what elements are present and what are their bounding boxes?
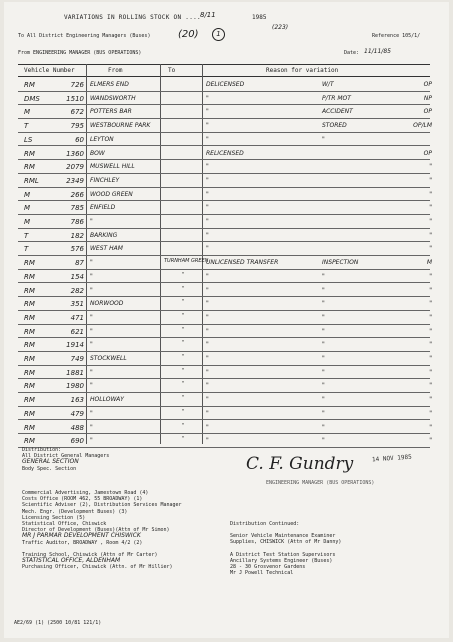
reason-detail: " [322,300,325,308]
vehicle-type: RM [24,259,35,268]
reason: RELICENSED [206,149,244,157]
status-code: OP [423,149,432,157]
reason: " [206,409,209,417]
to-line: To All District Engineering Managers (Buses) [18,33,151,39]
distribution-continued-item: A District Test Station Supervisors [230,551,336,558]
from-garage: WOOD GREEN [90,190,133,198]
distribution-item: Commercial Advertising, Jamestown Road (4) [22,490,149,496]
distribution-item: STATISTICAL OFFICE, ALDENHAM [22,557,121,565]
distribution-heading: Distribution: [22,447,62,453]
from-garage: LEYTON [90,135,114,143]
to-garage: " [181,354,185,360]
vehicle-number: 471 [70,313,84,322]
from-garage: WESTBOURNE PARK [90,122,151,130]
vehicle-type: RM [24,300,35,309]
reason-detail: " [322,437,325,445]
reason: " [206,300,209,308]
reason-detail: ACCIDENT [322,108,353,116]
status-code: " [429,218,432,225]
reason: " [206,231,209,239]
reason-detail: W/T [322,81,334,88]
reason-detail: " [322,286,325,294]
distribution-continued-item: Supplies, CHISWICK (Attn of Mr Danny) [230,539,342,546]
vehicle-type: T [24,231,29,240]
from-garage: FINCHLEY [90,176,120,184]
vehicle-number: 488 [70,423,84,432]
vehicle-type: M [24,204,31,213]
vehicle-number: 690 [70,437,84,446]
from-garage: " [90,327,93,335]
from-garage: " [90,286,93,294]
vehicle-number: 1510 [66,94,84,103]
distribution-line: All District General Managers [22,453,110,460]
handwritten-number: (223) [272,24,289,31]
reason: " [206,176,209,184]
distribution-continued-item: Mr J Powell Technical [230,570,294,577]
status-code: " [429,396,432,404]
reason-detail: INSPECTION [322,259,359,267]
vehicle-number: 726 [70,81,84,89]
handwritten-date: 8/11 [200,11,216,19]
from-garage: " [90,368,93,376]
to-garage: " [181,312,185,319]
distribution-block [22,447,109,472]
vehicle-number: 576 [70,245,84,254]
col-vehicle-number: Vehicle Number [24,67,75,74]
reason: " [206,382,209,390]
to-garage: " [181,422,185,429]
vehicle-type: RM [24,163,35,172]
status-code: OP/LM [413,122,432,130]
to-garage: " [181,326,185,333]
vehicle-type: M [24,108,31,117]
vehicle-type: RM [24,81,35,89]
reason-detail: P/TR MOT [322,94,351,102]
vehicle-type: T [24,122,29,131]
vehicle-number: 1360 [66,149,84,158]
vehicle-type: RM [24,396,35,405]
vehicle-number: 163 [70,396,84,405]
vehicle-number: 786 [70,218,84,226]
col-from: From [108,67,123,74]
vehicle-type: RM [24,313,35,322]
reason-detail: " [322,341,325,349]
signature-role: ENGINEERING MANAGER (BUS OPERATIONS) [266,480,375,486]
handwritten-count: (20) [178,29,199,40]
from-line: From ENGINEERING MANAGER (BUS OPERATIONS) [18,50,142,56]
from-garage: STOCKWELL [90,355,127,362]
status-code: " [429,341,432,349]
vehicle-type: RM [24,149,35,158]
distribution-item: Director of Development (Buses)(Attn of Mr Simon) [22,527,170,534]
status-code: " [429,355,432,362]
to-garage: " [181,271,185,278]
from-garage: ENFIELD [90,204,116,212]
from-garage: ELMERS END [90,81,129,88]
status-code: M [426,259,432,267]
status-code: " [429,286,432,294]
vehicle-number: 266 [70,190,84,199]
vehicle-type: RM [24,382,35,391]
status-code: " [429,313,432,321]
date-stamp: 14 NOV 1985 [371,453,412,464]
vehicle-number: 795 [70,122,84,131]
from-garage: " [90,259,93,267]
distribution-item: Licensing Section (5) [22,514,86,521]
vehicle-number: 749 [70,355,84,363]
document-title: VARIATIONS IN ROLLING STOCK ON .... [64,14,201,21]
reason-detail: " [322,135,325,143]
reason: " [206,218,209,225]
vehicle-number: 2349 [66,176,84,185]
reason: " [206,396,209,404]
vehicle-number: 87 [75,259,84,268]
status-code: " [429,245,432,253]
reason-detail: " [322,396,325,404]
reason: " [206,135,209,143]
vehicle-number: 60 [75,135,84,144]
to-garage: " [181,299,185,306]
distribution-item: Mech. Engr. (Development Buses) (3) [22,508,128,515]
vehicle-type: RM [24,355,35,363]
vehicle-number: 479 [70,409,84,418]
status-code: " [429,423,432,431]
to-garage: " [181,285,185,292]
from-garage: POTTERS BAR [90,108,132,116]
reason-detail: " [322,272,325,280]
status-code: " [429,272,432,280]
distribution-line: Body Spec. Section [22,465,77,472]
from-garage: " [90,341,93,349]
reason-detail: " [322,313,325,321]
reason: DELICENSED [206,81,245,88]
to-garage: " [181,408,185,415]
reason: UNLICENSED TRANSFER [206,259,279,267]
date-label: Date: [344,50,360,56]
table-header-rule [18,76,430,77]
vehicle-type: M [24,190,31,199]
from-garage: " [90,409,93,417]
from-garage: " [90,382,93,390]
distribution-item: Traffic Auditor, BROADWAY , Room 4/2 (2) [22,539,143,546]
vehicle-type: LS [24,135,33,144]
status-code: " [429,231,432,239]
to-garage: " [181,436,185,443]
reason: " [206,423,209,431]
date-value: 11/11/85 [364,48,391,55]
to-garage: " [181,395,185,402]
status-code: " [429,204,432,212]
vehicle-type: RM [24,327,35,336]
reason: " [206,272,209,280]
reason: " [206,286,209,294]
status-code: OP [423,81,432,88]
reason-detail: " [322,327,325,335]
signature: C. F. Gundry [246,454,354,474]
from-garage: " [90,218,93,225]
vehicle-number: 1980 [66,382,84,391]
status-code: " [429,176,432,184]
distribution-continued-item: 28 - 30 Grosvenor Gardens [230,564,306,571]
vehicle-number: 672 [70,108,84,117]
distribution-continued-item: Senior Vehicle Maintenance Examiner [230,533,336,540]
from-garage: MUSWELL HILL [90,163,135,171]
reason: " [206,341,209,349]
vehicle-number: 1914 [66,341,84,350]
reason-detail: " [322,409,325,417]
vehicle-type: RM [24,409,35,418]
status-code: " [429,368,432,376]
distribution-item: Scientific Adviser (2), Distribution Services Manager [22,502,182,509]
status-code: " [429,327,432,335]
reason: " [206,108,209,116]
status-code: OP [423,108,432,116]
vehicle-type: RM [24,368,35,377]
status-code: " [429,300,432,308]
col-to: To [168,67,176,74]
vehicle-number: 785 [70,204,84,213]
vehicle-number: 282 [70,286,84,295]
vehicle-type: RM [24,286,35,295]
circled-number: 1 [212,28,225,41]
form-footer: AE2/69 (1) (2500 10/81 121/1) [14,620,102,626]
table-top-rule [18,64,430,65]
vehicle-type: RM [24,437,35,446]
status-code: NP [423,94,432,102]
vehicle-type: RML [24,176,39,185]
distribution-item: Costs Office (ROOM 462, 55 BROADWAY) (1) [22,496,143,503]
reason: " [206,313,209,321]
reason: " [206,368,209,376]
vehicle-number: 351 [70,300,84,309]
reason: " [206,204,209,212]
reason: " [206,327,209,335]
reason-detail: STORED [322,122,347,130]
status-code: " [429,437,432,445]
reason-detail: " [322,368,325,376]
vehicle-type: M [24,218,31,226]
reason: " [206,94,209,102]
reason-detail: " [322,423,325,431]
distribution-item: Purchasing Officer, Chiswick (Attn. of Mr Hillier) [22,564,173,571]
vehicle-number: 1881 [66,368,84,377]
from-garage: " [90,437,93,445]
reference: Reference 105/1/ [372,33,421,39]
distribution-continued-list [230,527,341,577]
vehicle-number: 2079 [66,163,84,172]
to-garage: " [181,367,185,374]
reason: " [206,163,209,171]
from-garage: NORWOOD [90,300,124,308]
to-garage: TURNHAM GREEN [164,258,209,265]
status-code: " [429,190,432,198]
reason: " [206,190,209,198]
vehicle-number: 621 [70,327,84,336]
distribution-continued-item: Ancillary Systems Engineer (Buses) [230,557,333,564]
vehicle-type: RM [24,341,35,350]
from-garage: BOW [90,149,105,157]
distribution-handwritten: GENERAL SECTION [22,458,79,466]
vehicle-number: 154 [70,272,84,281]
continued-heading: Distribution Continued: [230,521,300,527]
from-garage: " [90,423,93,431]
from-garage: HOLLOWAY [90,396,124,404]
from-garage: WEST HAM [90,245,123,253]
vehicle-type: RM [24,423,35,432]
distribution-item: MR J PARMAR DEVELOPMENT CHISWICK [22,532,141,540]
from-garage: WANDSWORTH [90,94,136,102]
distribution-item: Training School, Chiswick (Attn of Mr Carter) [22,552,158,559]
reason: " [206,122,209,130]
reason-detail: " [322,355,325,362]
vehicle-number: 182 [70,231,84,240]
reason: " [206,355,209,362]
reason: " [206,437,209,445]
document-page [4,2,449,638]
vehicle-type: T [24,245,29,254]
from-garage: BARKING [90,231,118,239]
to-garage: " [181,340,185,347]
col-reason: Reason for variation [266,67,339,74]
distribution-item: Statistical Office, Chiswick [22,521,107,528]
from-garage: " [90,313,93,321]
reason: " [206,245,209,253]
from-garage: " [90,272,93,280]
distribution-list [22,490,182,571]
vehicle-type: DMS [24,94,40,103]
status-code: " [429,382,432,390]
status-code: " [429,163,432,171]
document-year: 1985 [252,14,267,21]
vehicle-type: RM [24,272,35,281]
status-code: " [429,409,432,417]
reason-detail: " [322,382,325,390]
to-garage: " [181,381,185,388]
